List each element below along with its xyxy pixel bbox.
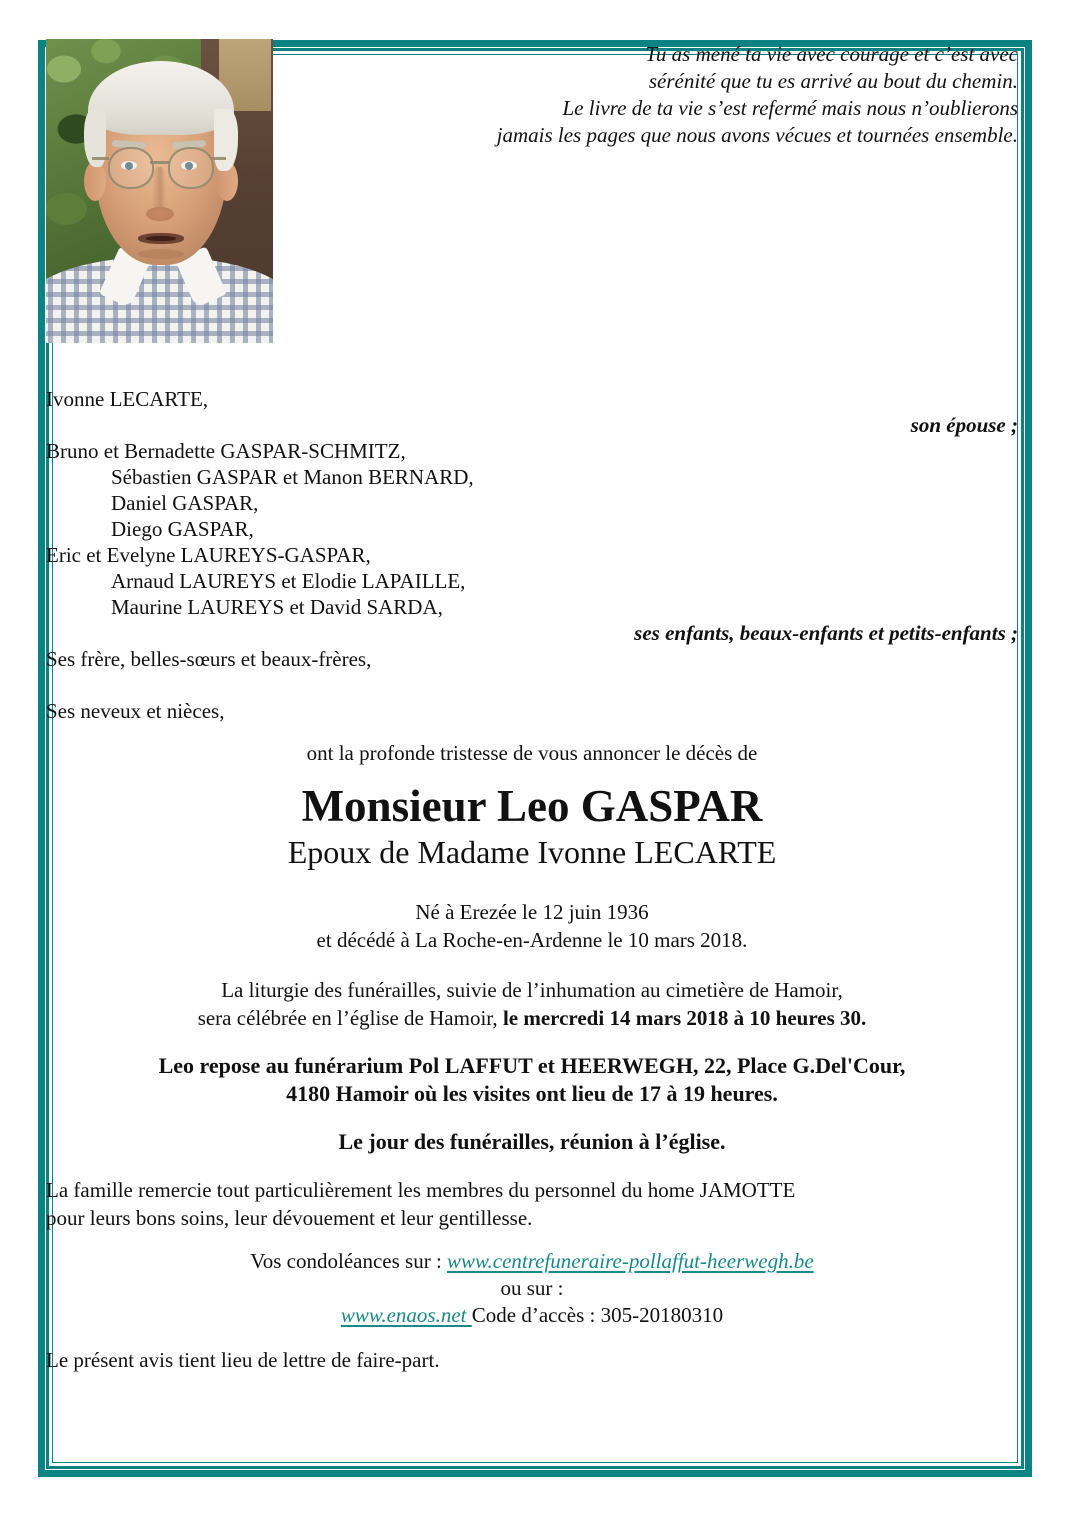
photo-ear-left [84,161,106,201]
ceremony-line2-normal: sera célébrée en l’église de Hamoir, [197,1006,503,1030]
photo-glasses-left-lens [108,147,154,189]
quote-line: Le livre de ta vie s’est refermé mais nous n’oublierons [562,96,1018,120]
photo-glasses-arm-right [210,157,226,160]
announcement-line: ont la profonde tristesse de vous annoncer le décès de [306,741,758,765]
photo-hair-side-right [214,109,238,171]
access-code: Code d’accès : 305-20180310 [471,1303,724,1327]
condolences-link-centrefuneraire[interactable]: www.centrefuneraire-pollaffut-heerwegh.be [447,1249,814,1273]
memorial-quote [273,39,1018,149]
family-member: Bruno et Bernadette GASPAR-SCHMITZ, [46,439,406,463]
quote-line: Tu as mené ta vie avec courage et c’est avec [645,42,1018,66]
repose-line1: Leo repose au funérarium Pol LAFFUT et HEERWEGH, 22, Place G.Del'Cour, [158,1053,906,1078]
spouse-role: son épouse ; [910,413,1018,437]
reunion-line: Le jour des funérailles, réunion à l’église. [338,1129,726,1154]
photo-mouth-inner [146,236,176,241]
ceremony-date-bold: le mercredi 14 mars 2018 à 10 heures 30. [502,1006,867,1030]
condolences-line2 [46,1302,1018,1329]
family-member: Maurine LAUREYS et David SARDA, [111,595,443,619]
condolences-prefix: Vos condoléances sur : [250,1249,448,1273]
header-row [46,39,1018,343]
deceased-name-title: Monsieur Leo GASPAR [301,781,763,831]
quote-line: jamais les pages que nous avons vécues et tournées ensemble. [496,123,1018,147]
quote-line: sérénité que tu es arrivé au bout du chemin. [648,69,1018,93]
siblings-line: Ses frère, belles-sœurs et beaux-frères, [46,647,372,671]
spouse-name: Ivonne LECARTE, [46,387,209,411]
birth-line: Né à Erezée le 12 juin 1936 [415,900,649,924]
nephews-line: Ses neveux et nièces, [46,699,225,723]
notice-line: Le présent avis tient lieu de lettre de faire-part. [46,1348,440,1372]
photo-chin-shadow [138,249,184,259]
thanks-line1: La famille remercie tout particulièrement les membres du personnel du home JAMOTTE [46,1178,796,1202]
photo-glasses-bridge [150,161,170,164]
photo-checked-shirt [46,257,273,343]
condolences-or-line: ou sur : [500,1276,564,1300]
photo-glasses-right-lens [168,147,214,189]
repose-details [46,1052,1018,1108]
thanks-line2: pour leurs bons soins, leur dévouement et leur gentillesse. [46,1206,533,1230]
family-member: Diego GASPAR, [111,517,254,541]
life-dates [46,898,1018,954]
portrait-photo [46,39,273,343]
ceremony-line2 [46,1004,1018,1032]
photo-nose-tip [146,207,174,221]
repose-line2: 4180 Hamoir où les visites ont lieu de 17 à 19 heures. [286,1081,778,1106]
ceremony-details [46,976,1018,1032]
ceremony-line1: La liturgie des funérailles, suivie de l’inhumation au cimetière de Hamoir, [221,978,843,1002]
death-line: et décédé à La Roche-en-Ardenne le 10 mars 2018. [316,928,748,952]
family-member: Eric et Evelyne LAUREYS-GASPAR, [46,543,371,567]
thanks-paragraph [46,1176,1018,1232]
family-member: Arnaud LAUREYS et Elodie LAPAILLE, [111,569,466,593]
deceased-subtitle: Epoux de Madame Ivonne LECARTE [287,834,777,870]
family-member: Sébastien GASPAR et Manon BERNARD, [111,465,474,489]
family-member: Daniel GASPAR, [111,491,259,515]
family-names-section [46,386,1018,724]
children-role: ses enfants, beaux-enfants et petits-enfants ; [634,621,1018,645]
condolences-line1 [46,1248,1018,1275]
photo-glasses-arm-left [92,157,109,160]
condolences-link-enaos[interactable]: www.enaos.net [340,1303,472,1327]
spacer [46,672,1018,698]
condolences-section [46,1248,1018,1329]
